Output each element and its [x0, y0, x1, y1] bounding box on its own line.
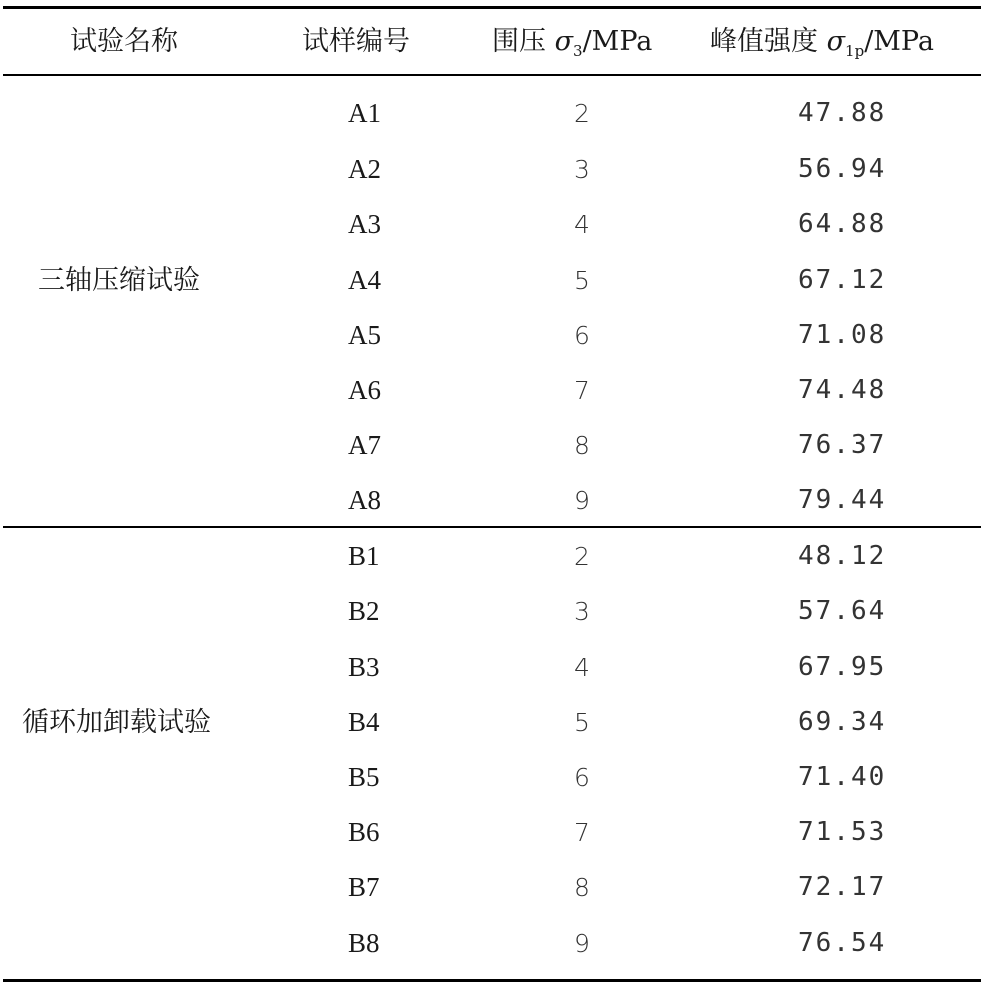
header-peak-strength — [710, 26, 934, 60]
confining-cell: 3 — [574, 155, 590, 184]
confining-cell: 9 — [574, 929, 590, 958]
peak-cell: 71.08 — [798, 320, 887, 350]
sample-id-cell: B6 — [348, 817, 380, 847]
peak-cell: 69.34 — [798, 707, 887, 737]
confining-cell: 8 — [574, 431, 590, 460]
confining-cell: 7 — [574, 818, 590, 847]
sample-id-cell: A8 — [348, 485, 381, 515]
confining-cell: 2 — [574, 99, 590, 128]
sample-id-cell: A2 — [348, 154, 381, 184]
confining-cell: 2 — [574, 542, 590, 571]
header-peak-unit: /MPa — [864, 26, 934, 57]
peak-cell: 57.64 — [798, 596, 887, 626]
group-name-cyclic: 循环加卸载试验 — [22, 707, 211, 738]
peak-cell: 56.94 — [798, 154, 887, 184]
peak-cell: 71.53 — [798, 817, 887, 847]
confining-cell: 5 — [574, 266, 590, 295]
peak-cell: 74.48 — [798, 375, 887, 405]
header-confining-label: 围压 — [492, 26, 546, 57]
sigma-subscript: 1p — [845, 42, 865, 60]
confining-cell: 5 — [574, 708, 590, 737]
sample-id-cell: B4 — [348, 707, 380, 737]
peak-cell: 48.12 — [798, 541, 887, 571]
header-test-name: 试验名称 — [70, 26, 178, 57]
sample-id-cell: A4 — [348, 265, 381, 295]
peak-cell: 76.37 — [798, 430, 887, 460]
sample-id-cell: B2 — [348, 596, 380, 626]
sigma-symbol: σ — [826, 26, 846, 57]
confining-cell: 6 — [574, 321, 590, 350]
table-header-rule — [3, 74, 981, 76]
sample-id-cell: A5 — [348, 320, 381, 350]
confining-cell: 6 — [574, 763, 590, 792]
group-name-triaxial: 三轴压缩试验 — [38, 265, 200, 296]
sigma-symbol: σ — [554, 26, 574, 57]
peak-cell: 64.88 — [798, 209, 887, 239]
table-bottom-rule — [3, 979, 981, 982]
confining-cell: 4 — [574, 653, 590, 682]
peak-cell: 79.44 — [798, 485, 887, 515]
confining-cell: 4 — [574, 210, 590, 239]
sample-id-cell: B8 — [348, 928, 380, 958]
sample-id-cell: A7 — [348, 430, 381, 460]
header-peak-label: 峰值强度 — [710, 26, 818, 57]
header-confining-pressure — [492, 26, 653, 60]
header-confining-unit: /MPa — [582, 26, 653, 57]
sigma-subscript: 3 — [573, 42, 583, 60]
peak-cell: 67.95 — [798, 652, 887, 682]
confining-cell: 3 — [574, 597, 590, 626]
peak-cell: 47.88 — [798, 98, 887, 128]
peak-cell: 72.17 — [798, 872, 887, 902]
sample-id-cell: B7 — [348, 872, 380, 902]
sample-id-cell: B1 — [348, 541, 380, 571]
sample-id-cell: A1 — [348, 98, 381, 128]
sample-id-cell: B5 — [348, 762, 380, 792]
peak-cell: 71.40 — [798, 762, 887, 792]
confining-cell: 8 — [574, 873, 590, 902]
sample-id-cell: A3 — [348, 209, 381, 239]
peak-cell: 67.12 — [798, 265, 887, 295]
peak-cell: 76.54 — [798, 928, 887, 958]
confining-cell: 9 — [574, 486, 590, 515]
sample-id-cell: B3 — [348, 652, 380, 682]
sample-id-cell: A6 — [348, 375, 381, 405]
header-sample-id: 试样编号 — [302, 26, 410, 57]
table-top-rule — [3, 6, 981, 9]
confining-cell: 7 — [574, 376, 590, 405]
group-separator-rule — [3, 526, 981, 528]
